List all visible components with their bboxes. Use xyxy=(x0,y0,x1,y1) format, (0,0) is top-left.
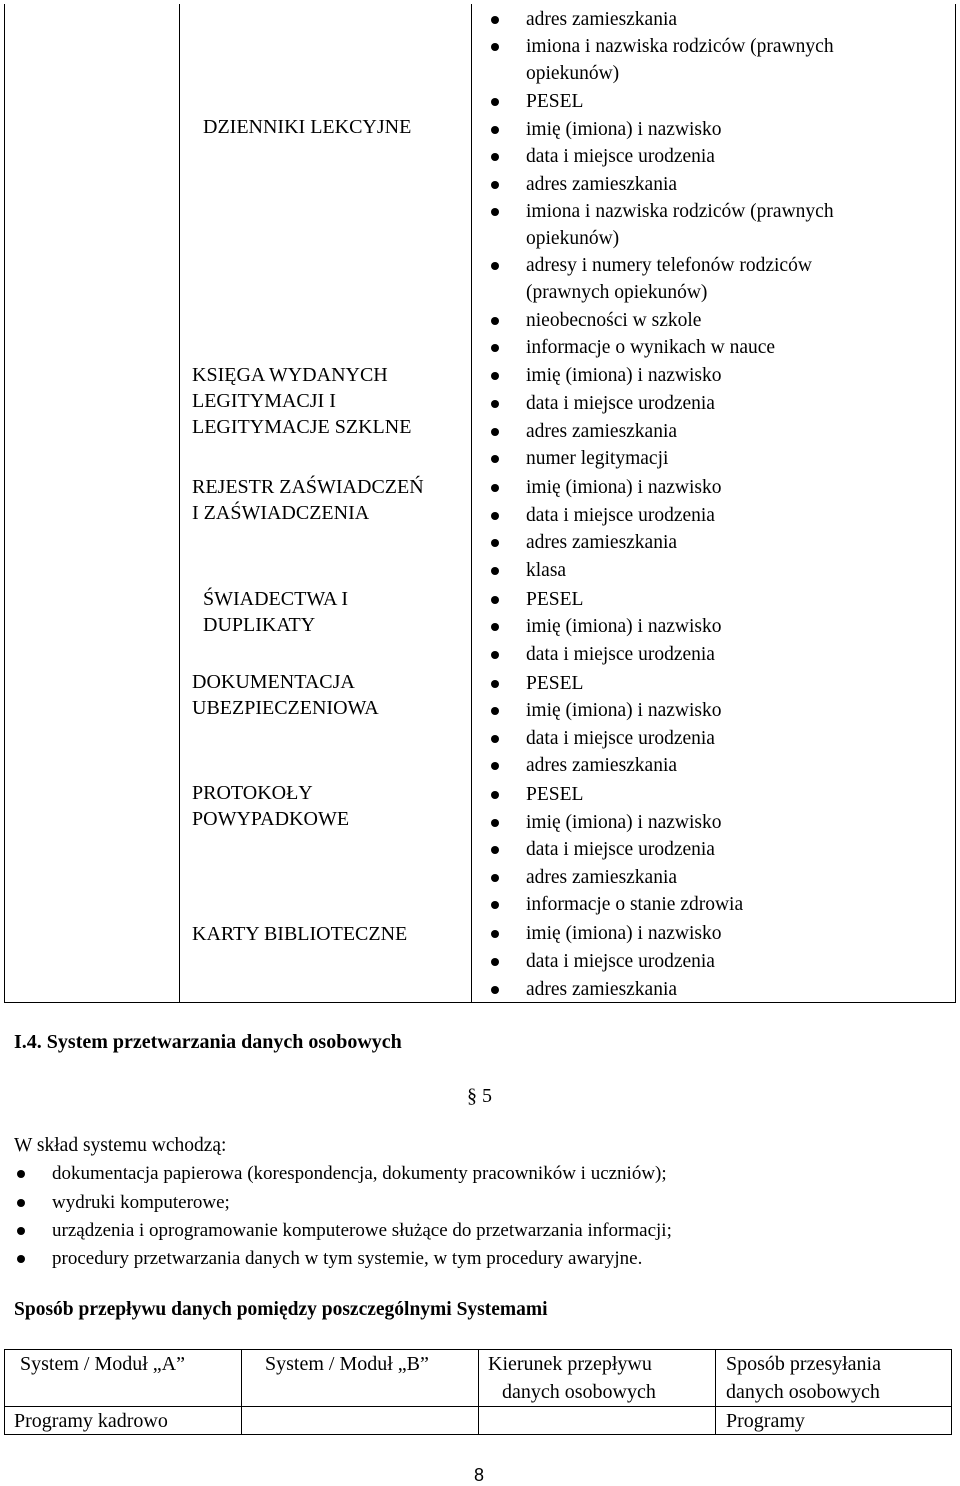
list-item: adres zamieszkania xyxy=(526,419,677,445)
category-ksiega-legitymacji-line1: KSIĘGA WYDANYCH xyxy=(192,364,388,386)
flow-header-method-line1: Sposób przesyłania xyxy=(726,1353,881,1375)
category-karty-biblioteczne: KARTY BIBLIOTECZNE xyxy=(192,923,408,945)
list-item: nieobecności w szkole xyxy=(526,308,701,334)
category-protokoly-line1: PROTOKOŁY xyxy=(192,782,313,804)
list-item: imiona i nazwiska rodziców (prawnych xyxy=(526,34,834,60)
list-item: adres zamieszkania xyxy=(526,977,677,1003)
list-item: adres zamieszkania xyxy=(526,865,677,891)
category-ksiega-legitymacji-line2: LEGITYMACJI I xyxy=(192,390,336,412)
list-item: informacje o stanie zdrowia xyxy=(526,892,743,918)
flow-header-method-line2: danych osobowych xyxy=(726,1381,880,1403)
flow-heading: Sposób przepływu danych pomiędzy poszczególnymi Systemami xyxy=(14,1299,548,1320)
list-item: data i miejsce urodzenia xyxy=(526,642,715,668)
category-rejestr-zaswiadczen-line1: REJESTR ZAŚWIADCZEŃ xyxy=(192,476,424,498)
list-item: informacje o wynikach w nauce xyxy=(526,335,775,361)
list-item: PESEL xyxy=(526,89,583,115)
category-swiadectwa-line1: ŚWIADECTWA I xyxy=(203,588,348,610)
list-item: urządzenia i oprogramowanie komputerowe służące do przetwarzania informacji; xyxy=(52,1218,672,1244)
list-item: adres zamieszkania xyxy=(526,530,677,556)
list-item: data i miejsce urodzenia xyxy=(526,949,715,975)
flow-header-system-a: System / Moduł „A” xyxy=(20,1353,185,1375)
section-heading: I.4. System przetwarzania danych osobowych xyxy=(14,1031,402,1053)
flow-cell-system-a: Programy kadrowo xyxy=(14,1410,168,1432)
list-item: PESEL xyxy=(526,782,583,808)
category-swiadectwa-line2: DUPLIKATY xyxy=(203,614,316,636)
flow-header-direction-line1: Kierunek przepływu xyxy=(488,1353,652,1375)
flow-cell-method: Programy xyxy=(726,1410,805,1432)
list-item-continuation: (prawnych opiekunów) xyxy=(526,282,708,303)
list-item: data i miejsce urodzenia xyxy=(526,837,715,863)
list-item: adres zamieszkania xyxy=(526,7,677,33)
list-item: data i miejsce urodzenia xyxy=(526,726,715,752)
list-item: numer legitymacji xyxy=(526,446,668,472)
list-item: dokumentacja papierowa (korespondencja, dokumenty pracowników i uczniów); xyxy=(52,1161,667,1187)
list-item: imię (imiona) i nazwisko xyxy=(526,921,722,947)
list-item: PESEL xyxy=(526,587,583,613)
list-item: imię (imiona) i nazwisko xyxy=(526,475,722,501)
list-item: imię (imiona) i nazwisko xyxy=(526,810,722,836)
list-item: adresy i numery telefonów rodziców xyxy=(526,253,812,279)
list-item: PESEL xyxy=(526,671,583,697)
category-dzienniki-lekcyjne: DZIENNIKI LEKCYJNE xyxy=(203,116,412,138)
list-item-continuation: opiekunów) xyxy=(526,63,620,84)
list-item: data i miejsce urodzenia xyxy=(526,144,715,170)
category-protokoly-line2: POWYPADKOWE xyxy=(192,808,350,830)
list-item: imię (imiona) i nazwisko xyxy=(526,614,722,640)
list-item: imię (imiona) i nazwisko xyxy=(526,698,722,724)
list-item: data i miejsce urodzenia xyxy=(526,391,715,417)
list-item: imię (imiona) i nazwisko xyxy=(526,363,722,389)
list-item: imiona i nazwiska rodziców (prawnych xyxy=(526,199,834,225)
list-item: klasa xyxy=(526,558,566,584)
list-item: wydruki komputerowe; xyxy=(52,1190,230,1216)
footnote-mark: § 5 xyxy=(467,1085,492,1107)
list-item: procedury przetwarzania danych w tym systemie, w tym procedury awaryjne. xyxy=(52,1246,642,1272)
list-item: imię (imiona) i nazwisko xyxy=(526,117,722,143)
category-ksiega-legitymacji-line3: LEGITYMACJE SZKLNE xyxy=(192,416,412,438)
category-dokumentacja-line2: UBEZPIECZENIOWA xyxy=(192,697,379,719)
flow-header-direction-line2: danych osobowych xyxy=(502,1381,656,1403)
list-item: data i miejsce urodzenia xyxy=(526,503,715,529)
list-item: adres zamieszkania xyxy=(526,753,677,779)
page-number: 8 xyxy=(474,1465,485,1485)
flow-header-system-b: System / Moduł „B” xyxy=(265,1353,429,1375)
category-rejestr-zaswiadczen-line2: I ZAŚWIADCZENIA xyxy=(192,502,370,524)
intro-text: W skład systemu wchodzą: xyxy=(14,1135,227,1156)
category-dokumentacja-line1: DOKUMENTACJA xyxy=(192,671,355,693)
list-item-continuation: opiekunów) xyxy=(526,228,620,249)
list-item: adres zamieszkania xyxy=(526,172,677,198)
